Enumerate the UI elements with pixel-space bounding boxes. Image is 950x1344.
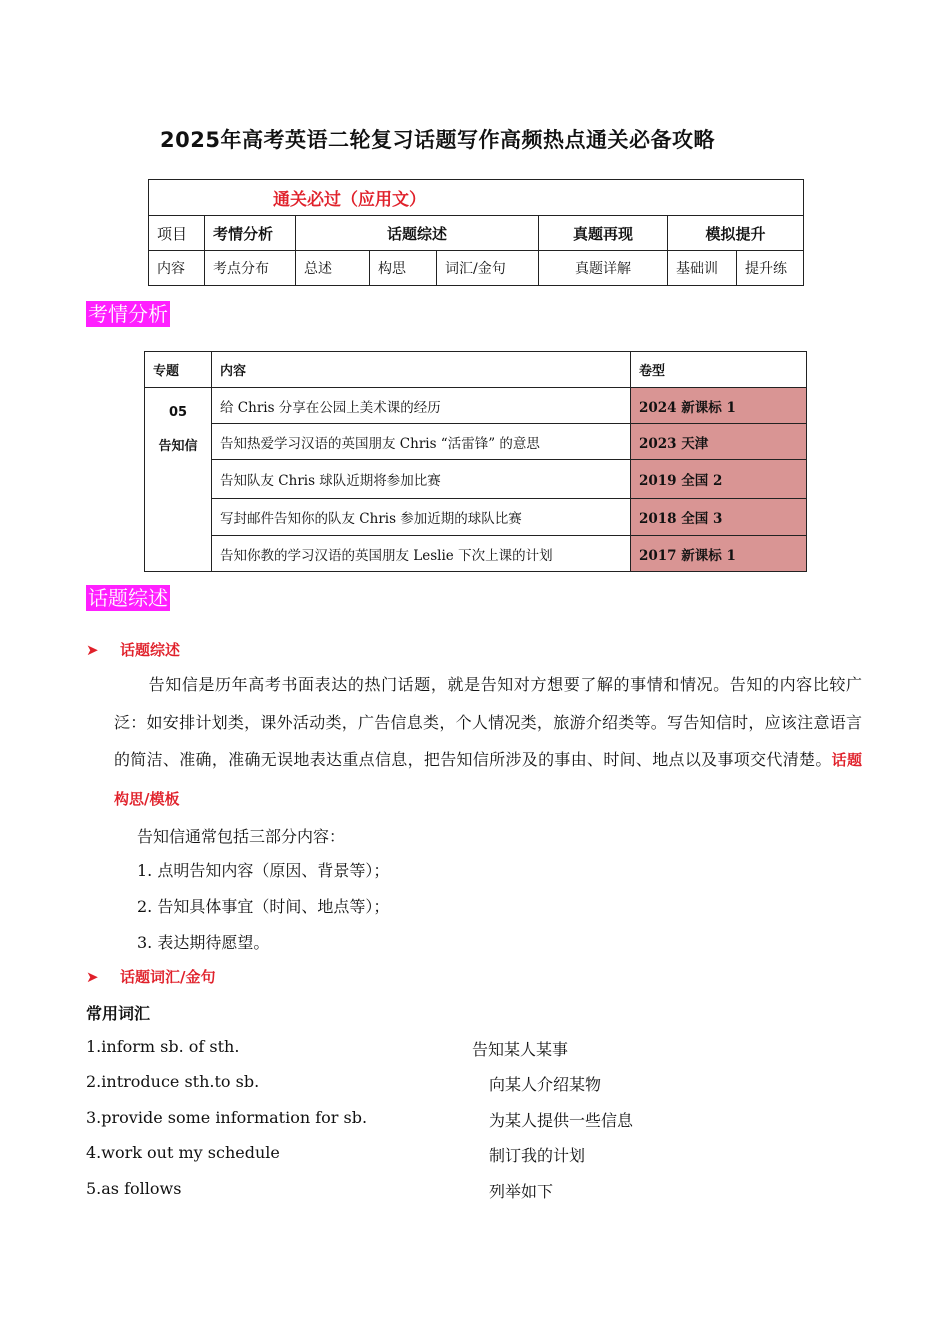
vocab-cn: 为某人提供一些信息 [489,1111,634,1130]
ov-cell: 内容 [149,251,205,286]
vocab-cn: 告知某人某事 [472,1040,569,1059]
exam-content: 写封邮件告知你的队友 Chris 参加近期的球队比赛 [212,499,631,536]
vocab-en: 1.inform sb. of sth. [86,1037,240,1056]
structure-item: 3. 表达期待愿望。 [137,933,270,952]
overview-header-text: 通关必过（应用文） [273,190,426,210]
overview-table [148,179,804,286]
exam-topic-cell [145,388,212,572]
exam-table [144,351,807,572]
ov-cell: 项目 [149,216,205,251]
overview-paragraph [114,666,862,818]
exam-paper: 2024 新课标 1 [631,388,807,424]
subheading-overview [86,639,180,660]
inline-subheading: 话题构思/模板 [114,751,862,808]
subheading-vocab [86,966,215,987]
ov-cell: 话题综述 [296,216,539,251]
subheading-text: 话题词汇/金句 [120,968,216,986]
exam-content: 告知队友 Chris 球队近期将参加比赛 [212,460,631,499]
ov-cell: 考点分布 [205,251,296,286]
exam-paper: 2023 天津 [631,424,807,460]
exam-header: 内容 [212,352,631,388]
exam-content: 告知热爱学习汉语的英国朋友 Chris “活雷锋” 的意思 [212,424,631,460]
ov-cell: 词汇/金句 [437,251,539,286]
section-heading-overview: 话题综述 [88,586,168,610]
vocab-en: 2.introduce sth.to sb. [86,1072,260,1091]
exam-paper: 2019 全国 2 [631,460,807,499]
ov-cell: 真题详解 [539,251,668,286]
ov-cell: 构思 [370,251,437,286]
topic-number: 05 [168,405,188,420]
exam-header: 卷型 [631,352,807,388]
structure-intro: 告知信通常包括三部分内容： [137,827,346,846]
exam-content: 告知你教的学习汉语的英国朋友 Leslie 下次上课的计划 [212,536,631,572]
document-title: 2025年高考英语二轮复习话题写作高频热点通关必备攻略 [160,128,715,152]
exam-header: 专题 [145,352,212,388]
overview-text: 告知信是历年高考书面表达的热门话题，就是告知对方想要了解的事情和情况。告知的内容比较广泛：如安排计划类，课外活动类，广告信息类，个人情况类，旅游介绍类等。写告知信时，应该注意语言的简洁、准确，准确无误地表达重点信息，把告知信所涉及的事由、时间、地点以及事项交代清楚。 [114,675,862,769]
structure-item: 2. 告知具体事宜（时间、地点等）； [137,897,390,916]
vocab-en: 3.provide some information for sb. [86,1108,368,1127]
overview-table-header [149,180,804,216]
exam-paper: 2017 新课标 1 [631,536,807,572]
ov-cell: 模拟提升 [668,216,804,251]
ov-cell: 考情分析 [205,216,296,251]
structure-item: 1. 点明告知内容（原因、背景等）； [137,861,390,880]
ov-cell: 基础训 [668,251,737,286]
exam-content: 给 Chris 分享在公园上美术课的经历 [212,388,631,424]
vocab-cn: 列举如下 [489,1182,554,1201]
vocab-cn: 制订我的计划 [489,1146,586,1165]
subheading-text: 话题综述 [120,641,181,659]
vocab-cn: 向某人介绍某物 [489,1075,602,1094]
vocab-title: 常用词汇 [86,1004,151,1023]
topic-name: 告知信 [158,439,198,454]
exam-paper: 2018 全国 3 [631,499,807,536]
ov-cell: 总述 [296,251,370,286]
arrow-bullet-icon: ➤ [86,968,99,986]
section-heading-analysis: 考情分析 [88,302,168,326]
vocab-en: 5.as follows [86,1179,182,1198]
ov-cell: 提升练 [737,251,804,286]
vocab-en: 4.work out my schedule [86,1143,280,1162]
arrow-bullet-icon: ➤ [86,641,99,659]
ov-cell: 真题再现 [539,216,668,251]
